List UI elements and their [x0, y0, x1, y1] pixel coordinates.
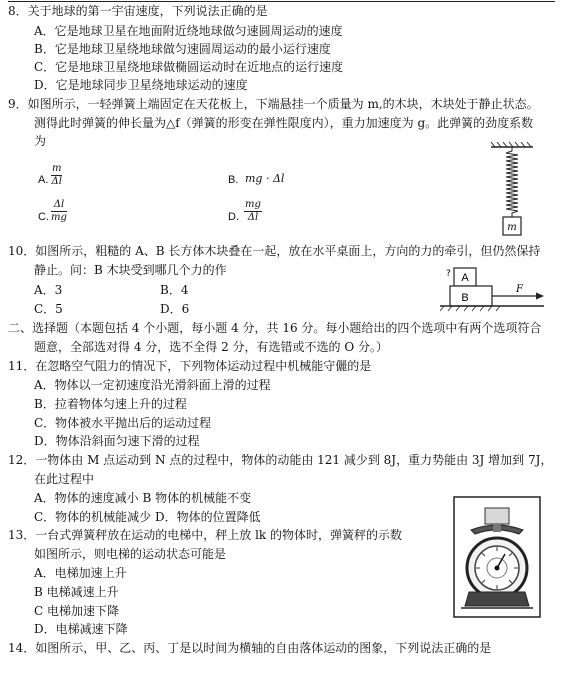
q12-stem-line2: 在此过程中 — [34, 472, 95, 486]
q10-option-b: B．4 — [160, 283, 189, 297]
q10-option-c: C．5 — [34, 302, 63, 316]
spring-figure — [487, 141, 537, 241]
q12-stem-line1: 12．一物体由 M 点运动到 N 点的过程中，物体的动能由 121 减少到 8J，重力势能由 3J 增加到 7J， — [8, 453, 553, 467]
q9-option-b-letter: B. — [228, 174, 239, 186]
q11-option-d: D．物体沿斜面匀速下滑的过程 — [34, 434, 200, 448]
force-label: F — [516, 284, 523, 295]
q9-option-c-fraction — [51, 199, 67, 224]
q9-option-d-fraction — [244, 199, 262, 224]
q9-option-d-letter: D. — [228, 211, 239, 223]
q9-option-d-numerator: mg — [245, 199, 261, 210]
q14-stem: 14．如图所示，甲、乙、丙、丁是以时间为横轴的自由落体运动的图象，下列说法正确的是 — [8, 641, 492, 655]
q13-option-b: B 电梯减速上升 — [34, 585, 119, 599]
q9-option-c-numerator: Δl — [51, 199, 67, 212]
q11-option-c: C．物体被水平抛出后的运动过程 — [34, 416, 212, 430]
q13-option-c: C 电梯加速下降 — [34, 604, 119, 618]
q9-option-a-denominator: Δl — [51, 176, 62, 187]
hanging-block-label: m — [507, 222, 517, 233]
q9-stem-line2: 测得此时弹簧的伸长量为△f（弹簧的形变在弹性限度内），重力加速度为 g。此弹簧的劲度系数 — [34, 116, 534, 130]
q13-option-d: D．电梯减速下降 — [34, 622, 128, 636]
q10-option-d: D．6 — [160, 302, 190, 316]
q9-option-c-letter: C. — [38, 211, 49, 223]
q11-option-b: B．拉着物体匀速上升的过程 — [34, 397, 187, 411]
force-arrow-head — [536, 293, 544, 300]
q11-stem: 11．在忽略空气阻力的情况下，下列物体运动过程中机械能守儷的是 — [8, 359, 372, 373]
q9-stem-line1: 9．如图所示，一轻弹簧上端固定在天花板上，下端悬挂一个质量为 m,的木块，木块处于静止状态。 — [8, 97, 539, 111]
q8-option-b: B．它是地球卫星绕地球做匀速圆周运动的最小运行速度 — [34, 42, 331, 56]
block-b — [450, 286, 492, 306]
blocks-figure — [440, 264, 548, 314]
section2-heading-line1: 二、选择题（本题包括 4 个小题，每小题 4 分，共 16 分。每小题给出的四个选项中有两个选项符合 — [8, 321, 542, 335]
q11-option-a: A．物体以一定初速度沿光滑斜面上滑的过程 — [34, 378, 271, 392]
top-rule — [8, 1, 555, 2]
block-b-label: B — [461, 292, 469, 304]
spring-coil — [506, 147, 518, 217]
q13-stem-line2: 如图所示，则电梯的运动状态可能是 — [34, 547, 227, 561]
q8-stem: 8．关于地球的第一宇宙速度，下列说法正确的是 — [8, 4, 268, 18]
q13-option-a: A．电梯加速上升 — [34, 566, 127, 580]
weight-object — [485, 508, 509, 524]
scale-base — [465, 592, 529, 606]
q9-stem-line3: 为 — [34, 134, 47, 148]
q9-option-b-expr: mg · Δl — [245, 172, 285, 185]
q9-option-c-denominator: mg — [51, 212, 67, 223]
q8-option-c: C．它是地球卫星绕地球做椭圆运动时在近地点的运行速度 — [34, 60, 344, 74]
q10-stem-line2: 静止。问：B 木块受到哪几个力的作 — [34, 263, 227, 277]
q9-option-a-numerator: m — [52, 163, 62, 174]
q12-options-ab: A．物体的速度减小 B 物体的机械能不变 — [34, 491, 252, 505]
q10-stem-line1: 10．如图所示，粗糙的 A、B 长方体木块叠在一起，放在水平桌面上，方向的力的牵引，但仍然保持 — [8, 244, 541, 258]
scale-needle-hub — [495, 566, 500, 571]
q13-stem-line1: 13．一台式弹簧秤放在运动的电梯中，秤上放 lk 的物体时，弹簧秤的示数 — [8, 528, 403, 542]
q9-option-d-denominator: Δl — [247, 212, 259, 223]
section2-heading-line2: 题意，全部选对得 4 分，选不全得 2 分，有选错或不选的 O 分。） — [34, 340, 388, 354]
q9-option-a-fraction — [51, 163, 62, 188]
q9-option-a-letter: A. — [38, 174, 49, 186]
q8-option-a: A．它是地球卫星在地面附近绕地球做匀速圆周运动的速度 — [34, 24, 343, 38]
elevator-scale-figure — [453, 496, 541, 618]
block-a-label: A — [461, 272, 469, 284]
q10-option-a: A．3 — [34, 283, 63, 297]
q12-options-cd: C．物体的机械能减少 D．物体的位置降低 — [34, 510, 261, 524]
fig-question-mark: ? — [446, 269, 451, 279]
scale-stem — [493, 524, 501, 532]
q8-option-d: D．它是地球同步卫星绕地球运动的速度 — [34, 78, 248, 92]
